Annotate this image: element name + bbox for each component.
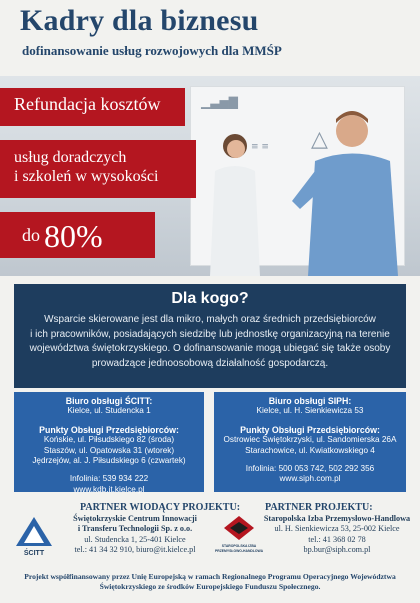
- lead-partner-contact: tel.: 41 34 32 910, biuro@it.kielce.pl: [74, 545, 196, 555]
- office-heading: Biuro obsługi SIPH:: [268, 396, 352, 406]
- office-heading: Biuro obsługi ŚCITT:: [65, 396, 153, 406]
- point-item: Końskie, ul. Piłsudskiego 82 (środa): [43, 435, 175, 445]
- target-line-3: województwa świętokrzyskiego. O dofinansowanie mogą ubiegać się także osoby: [29, 343, 391, 354]
- page-subtitle: dofinansowanie usług rozwojowych dla MMŚP: [22, 43, 282, 58]
- hotline: Infolinia: 500 053 742, 502 292 356: [245, 464, 375, 474]
- points-heading: Punkty Obsługi Przedsiębiorców:: [39, 424, 179, 435]
- point-item: Ostrowiec Świętokrzyski, ul. Sandomierska 26A: [223, 435, 397, 445]
- target-line-4: prowadzące jednoosobową działalność gospodarczą.: [91, 357, 329, 369]
- target-audience-heading: Dla kogo?: [171, 290, 249, 307]
- lead-partner-address: ul. Studencka 1, 25-401 Kielce: [84, 534, 186, 544]
- man-presenter-figure: [290, 101, 400, 276]
- svg-text:ŚCITT: ŚCITT: [23, 550, 45, 557]
- siph-logo: [212, 514, 267, 554]
- office-card-siph: [214, 392, 406, 492]
- chart-sketch-icon: ▁▃▅▇: [201, 95, 238, 109]
- services-banner-line1: usług doradczych: [14, 149, 127, 166]
- website-link[interactable]: www.kdb.it.kielce.pl: [73, 484, 145, 494]
- hotline: Infolinia: 539 934 222: [69, 474, 149, 484]
- point-item: Starachowice, ul. Kwiatkowskiego 4: [245, 445, 375, 455]
- triangle-sketch-icon: △: [311, 127, 328, 152]
- office-address: Kielce, ul. Studencka 1: [67, 406, 151, 416]
- target-line-1: Wsparcie skierowane jest dla mikro, małych oraz średnich przedsiębiorców: [44, 314, 376, 325]
- office-card-scitt: [14, 392, 204, 492]
- target-line-2: i ich pracowników, posiadających siedzibę lub jednostkę organizacyjną na terenie: [30, 328, 390, 340]
- lead-partner-details: [60, 514, 210, 556]
- lead-partner-heading: PARTNER WIODĄCY PROJEKTU:: [80, 502, 241, 513]
- page-title: Kadry dla biznesu: [20, 4, 259, 37]
- svg-text:PRZEMYSŁOWO-HANDLOWA: PRZEMYSŁOWO-HANDLOWA: [214, 549, 264, 553]
- refund-banner: Refundacja kosztów: [0, 88, 185, 126]
- partner-phone: tel.: 41 368 02 78: [308, 534, 366, 544]
- office-address: Kielce, ul. H. Sienkiewicza 53: [256, 406, 364, 416]
- percentage-prefix: do: [22, 225, 40, 245]
- scitt-logo: [12, 514, 56, 558]
- point-item: Staszów, ul. Opatowska 31 (wtorek): [43, 445, 175, 455]
- partner-details: [262, 514, 412, 556]
- funding-footer: [10, 572, 410, 591]
- services-banner-line2: i szkoleń w wysokości: [14, 168, 159, 185]
- lead-partner-name-2: i Transferu Technologii Sp. z o.o.: [77, 524, 193, 534]
- percentage-banner: [0, 212, 155, 258]
- footer-line-2: Świętokrzyskiego ze środków Europejskiego Funduszu Społecznego.: [99, 581, 321, 591]
- lead-partner-name-1: Świętokrzyskie Centrum Innowacji: [73, 514, 197, 523]
- website-link[interactable]: www.siph.com.pl: [279, 474, 341, 484]
- partner-email[interactable]: bp.bur@siph.com.pl: [303, 545, 371, 555]
- partner-name: Staropolska Izba Przemysłowo-Handlowa: [263, 514, 411, 523]
- target-audience-text: [24, 313, 396, 371]
- woman-presenter-figure: [205, 126, 265, 276]
- target-audience-panel: [14, 284, 406, 388]
- notes-sketch-icon: ≡ ≡: [251, 142, 269, 152]
- services-banner: [0, 140, 196, 198]
- percentage-value: 80%: [44, 218, 103, 254]
- points-heading: Punkty Obsługi Przedsiębiorców:: [240, 424, 380, 435]
- partner-address: ul. H. Sienkiewicza 53, 25-002 Kielce: [274, 524, 400, 534]
- svg-text:STAROPOLSKA IZBA: STAROPOLSKA IZBA: [221, 544, 257, 548]
- footer-line-1: Projekt współfinansowany przez Unię Europejską w ramach Regionalnego Programu Operacyjnego Województwa: [24, 572, 396, 581]
- point-item: Jędrzejów, al. J. Piłsudskiego 6 (czwartek): [32, 456, 186, 466]
- partner-heading: PARTNER PROJEKTU:: [265, 502, 373, 513]
